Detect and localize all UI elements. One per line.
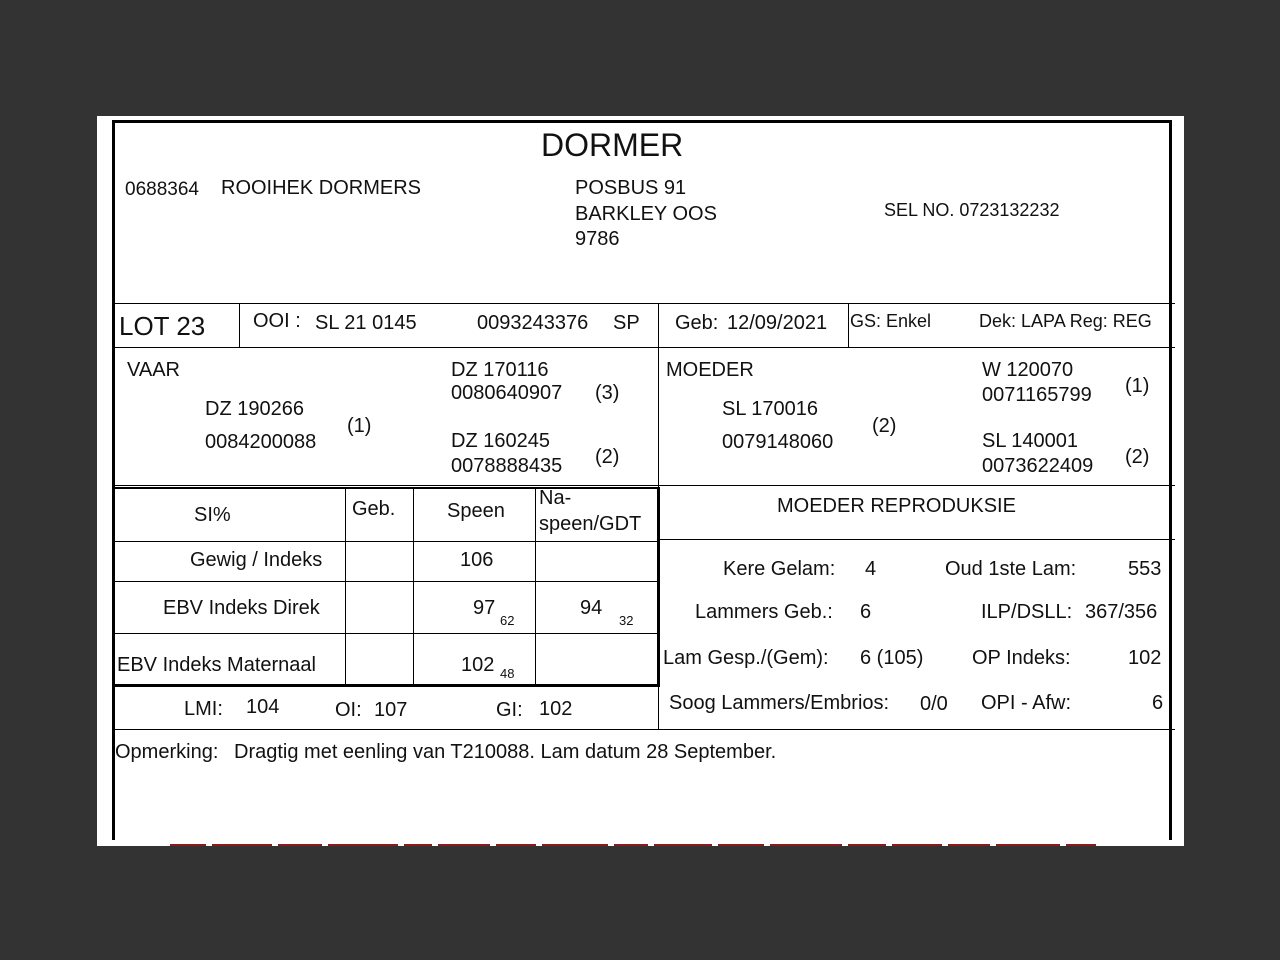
remark-label: Opmerking:	[115, 741, 219, 763]
repro-value: 6	[1152, 692, 1164, 714]
row-label-weight-index: Gewig / Indeks	[190, 549, 323, 571]
divider	[658, 485, 659, 729]
sire-rating: (1)	[347, 415, 372, 437]
dam-sire-rating: (1)	[1125, 375, 1150, 397]
divider	[115, 541, 658, 542]
sire-id: DZ 190266	[205, 398, 304, 420]
birth-date: 12/09/2021	[727, 312, 828, 334]
dam-rating: (2)	[872, 415, 897, 437]
repro-label: Soog Lammers/Embrios:	[669, 692, 890, 714]
ooi-reg-number: 0093243376	[477, 312, 589, 334]
gi-value: 102	[539, 698, 573, 720]
dam-label: MOEDER	[666, 359, 754, 381]
repro-value: 0/0	[920, 693, 948, 715]
dam-dam-id: SL 140001	[982, 430, 1079, 452]
repro-label: OP Indeks:	[972, 647, 1071, 669]
repro-label: Lam Gesp./(Gem):	[663, 647, 829, 669]
repro-label: Oud 1ste Lam:	[945, 558, 1077, 580]
repro-label: Kere Gelam:	[723, 558, 836, 580]
repro-value: 6	[860, 601, 872, 623]
divider	[345, 487, 346, 685]
weaning-accuracy: 62	[500, 613, 515, 628]
birth-header: Geb.	[352, 498, 396, 520]
divider	[115, 347, 1175, 348]
repro-value: 553	[1128, 558, 1162, 580]
divider	[535, 487, 536, 685]
divider	[115, 487, 659, 489]
breed-title: DORMER	[541, 127, 684, 163]
lmi-value: 104	[246, 696, 280, 718]
sire-dam-number: 0078888435	[451, 455, 563, 477]
ooi-label: OOI :	[253, 310, 301, 332]
post-weaning-header-2: speen/GDT	[539, 513, 642, 535]
sire-sire-rating: (3)	[595, 382, 620, 404]
dam-id: SL 170016	[722, 398, 819, 420]
divider	[115, 729, 1175, 730]
weaning-accuracy: 48	[500, 666, 515, 681]
oi-value: 107	[374, 699, 408, 721]
address-line-1: POSBUS 91	[575, 177, 687, 199]
divider	[115, 684, 660, 687]
address-line-3: 9786	[575, 228, 620, 250]
sire-number: 0084200088	[205, 431, 317, 453]
phone-number: SEL NO. 0723132232	[884, 200, 1060, 220]
repro-value: 4	[865, 558, 877, 580]
row-label-ebv-direct: EBV Indeks Direk	[163, 597, 320, 619]
cut-off-red-text	[170, 844, 1130, 847]
lot-card-page	[97, 116, 1184, 846]
post-weaning-header-1: Na-	[539, 487, 572, 509]
dam-dam-rating: (2)	[1125, 446, 1150, 468]
divider	[115, 485, 1175, 486]
divider	[848, 303, 849, 347]
sire-label: VAAR	[127, 359, 180, 381]
address-line-2: BARKLEY OOS	[575, 203, 717, 225]
si-header: SI%	[194, 504, 231, 526]
divider	[115, 303, 1175, 304]
sire-dam-id: DZ 160245	[451, 430, 550, 452]
dam-dam-number: 0073622409	[982, 455, 1094, 477]
repro-label: Lammers Geb.:	[695, 601, 833, 623]
remark-text: Dragtig met eenling van T210088. Lam datum 28 September.	[234, 741, 777, 763]
dam-number: 0079148060	[722, 431, 834, 453]
lot-number: LOT 23	[119, 311, 206, 341]
owner-code: 0688364	[125, 179, 199, 200]
weaning-value: 102	[461, 654, 495, 676]
sire-sire-id: DZ 170116	[451, 359, 549, 381]
lmi-label: LMI:	[184, 698, 223, 720]
ooi-id: SL 21 0145	[315, 312, 417, 334]
divider	[413, 487, 414, 685]
sire-dam-rating: (2)	[595, 446, 620, 468]
owner-name: ROOIHEK DORMERS	[221, 177, 422, 199]
sire-sire-number: 0080640907	[451, 382, 563, 404]
divider	[658, 303, 659, 485]
repro-value: 367/356	[1085, 601, 1158, 623]
birth-label: Geb:	[675, 312, 719, 334]
divider	[115, 633, 658, 634]
weaning-value: 106	[460, 549, 494, 571]
gi-label: GI:	[496, 699, 523, 721]
reproduction-title: MOEDER REPRODUKSIE	[777, 495, 1016, 517]
oi-label: OI:	[335, 699, 362, 721]
ooi-sp: SP	[613, 312, 640, 334]
repro-label: OPI - Afw:	[981, 692, 1072, 714]
mating-registration: Dek: LAPA Reg: REG	[979, 311, 1152, 331]
weaning-value: 97	[473, 597, 496, 619]
repro-label: ILP/DSLL:	[981, 601, 1073, 623]
repro-value: 6 (105)	[860, 647, 924, 669]
divider	[239, 303, 240, 347]
repro-value: 102	[1128, 647, 1162, 669]
post-weaning-value: 94	[580, 597, 603, 619]
post-weaning-accuracy: 32	[619, 613, 634, 628]
divider	[658, 539, 1175, 540]
divider	[115, 581, 658, 582]
birth-status: GS: Enkel	[850, 311, 932, 331]
row-label-ebv-maternal: EBV Indeks Maternaal	[117, 654, 316, 676]
dam-sire-number: 0071165799	[982, 384, 1092, 406]
lot-card	[112, 120, 1172, 840]
weaning-header: Speen	[447, 500, 505, 522]
dam-sire-id: W 120070	[982, 359, 1074, 381]
